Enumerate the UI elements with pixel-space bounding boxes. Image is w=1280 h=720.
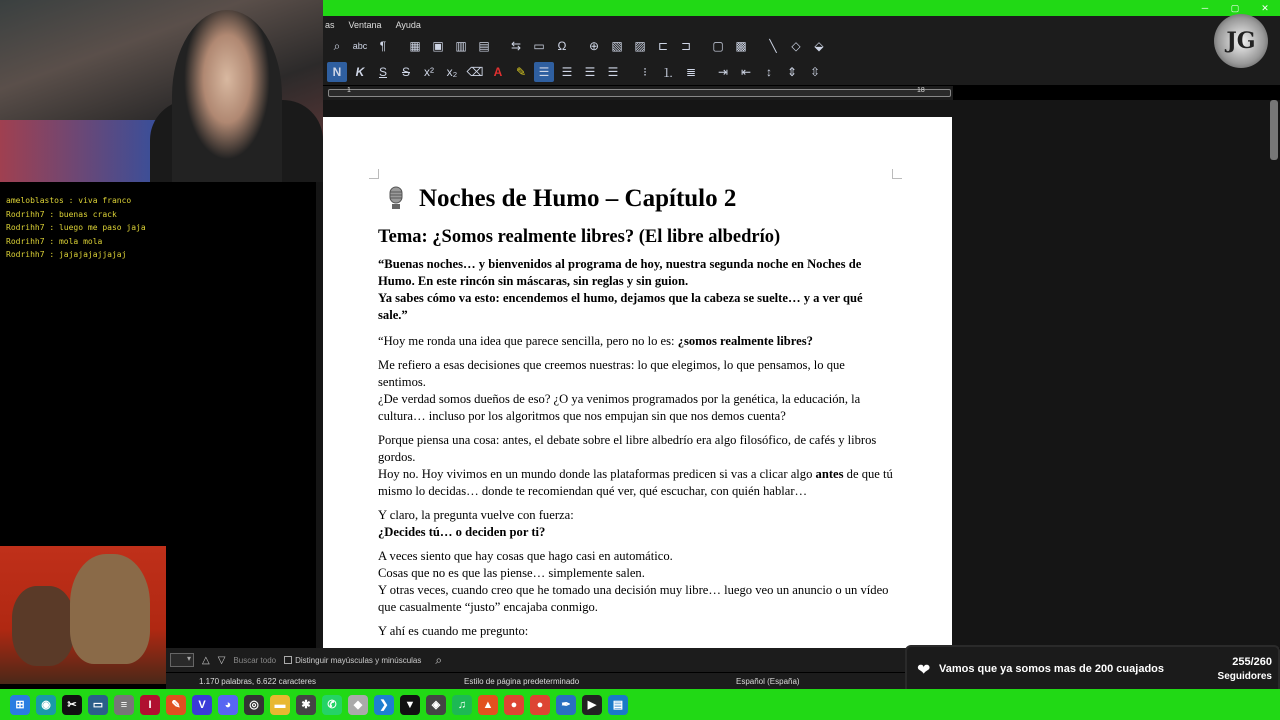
- chat-text: buenas crack: [58, 209, 117, 219]
- vivaldi-icon[interactable]: V: [192, 695, 212, 715]
- align-left-button[interactable]: ☰: [534, 62, 554, 82]
- paragraph-text: Me refiero a esas decisiones que creemos nuestras: lo que elegimos, lo que pensamos, lo que sentimos.: [378, 358, 845, 389]
- photo-person: [12, 586, 74, 666]
- insert-chart-icon[interactable]: ▥: [455, 39, 467, 53]
- comment-icon[interactable]: ▢: [712, 39, 724, 53]
- toolbar-separator: [754, 36, 760, 56]
- paragraph-text: ¿De verdad somos dueños de eso? ¿O ya venimos programados por la genética, la educación, la cultura… incluso por los algoritmos que nos empujan sin que nos demos cuenta?: [378, 392, 861, 423]
- follower-goal-label: Vamos que ya somos mas de 200 cuajados: [939, 663, 1164, 675]
- chrome2-icon[interactable]: ●: [530, 695, 550, 715]
- document-page[interactable]: [323, 117, 952, 648]
- numbered-list-icon[interactable]: ⒈: [661, 65, 674, 80]
- page-style[interactable]: Estilo de página predeterminado: [464, 677, 580, 686]
- edge-icon[interactable]: ◉: [36, 695, 56, 715]
- paragraph-text: Porque piensa una cosa: antes, el debate sobre el libre albedrío era algo filosófico, de cafés y libros gordos.: [378, 433, 877, 464]
- spotify-icon[interactable]: ♫: [452, 695, 472, 715]
- menu-item-ventana[interactable]: Ventana: [348, 19, 382, 30]
- document-subtitle: Tema: ¿Somos realmente libres? (El libre albedrío): [378, 227, 781, 247]
- webcam-desk: [0, 120, 170, 182]
- terminal-icon[interactable]: ▶: [582, 695, 602, 715]
- intro-line-2: Ya sabes cómo va esto: encendemos el humo, dejamos que la cabeza se suelte… y a ver qué sale.”: [378, 291, 863, 322]
- follower-count: 255/260: [1232, 656, 1272, 668]
- align-right-button[interactable]: ☰: [584, 65, 596, 79]
- italic-button[interactable]: K: [355, 65, 365, 79]
- webcam-person: [172, 10, 282, 182]
- track-changes-icon[interactable]: ▩: [735, 39, 747, 53]
- chat-message: Rodrihh7 : mola mola: [6, 236, 103, 246]
- microphone-icon: [385, 186, 407, 212]
- epic-icon[interactable]: ▼: [400, 695, 420, 715]
- chat-user: Rodrihh7: [6, 209, 45, 219]
- align-center-button[interactable]: ☰: [561, 65, 573, 79]
- vertical-scrollbar[interactable]: [1270, 100, 1278, 160]
- justify-button[interactable]: ☰: [607, 65, 619, 79]
- match-case-option[interactable]: [284, 656, 421, 665]
- find-replace-icon[interactable]: ⌕: [333, 38, 341, 53]
- formatting-toolbar: [323, 59, 1280, 85]
- close-icon[interactable]: ✕: [1261, 3, 1269, 13]
- language-status[interactable]: Español (España): [736, 677, 800, 686]
- whatsapp-icon[interactable]: ✆: [322, 695, 342, 715]
- notepad-icon[interactable]: ≡: [114, 695, 134, 715]
- hyperlink-icon[interactable]: ⊕: [588, 39, 600, 53]
- font-color-icon[interactable]: A: [493, 65, 503, 79]
- underline-button[interactable]: S: [378, 65, 387, 79]
- chat-overlay: [0, 190, 266, 548]
- photo-alien: [70, 554, 150, 664]
- text-box-icon[interactable]: ▤: [478, 39, 490, 53]
- formatting-marks-icon[interactable]: ¶: [379, 39, 387, 53]
- chat-text: mola mola: [58, 236, 103, 246]
- toolbar-separator: [626, 62, 632, 82]
- find-history-dropdown[interactable]: ▾: [170, 653, 194, 667]
- webcam-overlay: [0, 0, 323, 182]
- toolbar-separator: [575, 36, 581, 56]
- chat-text: luego me paso jaja: [58, 223, 146, 232]
- chat-user: Rodrihh7: [6, 223, 45, 232]
- menu-item-ayuda[interactable]: Ayuda: [395, 19, 421, 30]
- chat-user: Rodrihh7: [6, 250, 45, 259]
- find-replace-icon[interactable]: ⌕: [435, 652, 443, 667]
- decrease-indent-icon[interactable]: ⇤: [740, 65, 752, 79]
- highlight-color-icon[interactable]: ✎: [515, 65, 527, 79]
- chrome-icon[interactable]: ●: [504, 695, 524, 715]
- cross-reference-icon[interactable]: ⊐: [680, 39, 692, 53]
- bold-button[interactable]: N: [327, 62, 347, 82]
- standard-toolbar: [323, 33, 1280, 59]
- toolbar-separator: [497, 36, 503, 56]
- status-bar: [166, 673, 908, 689]
- line-icon[interactable]: ╲: [769, 39, 777, 53]
- ruler-track: [328, 89, 951, 97]
- spacing-icon[interactable]: ⇳: [809, 65, 821, 79]
- chat-message: Rodrihh7 : buenas crack: [6, 209, 117, 219]
- horizontal-ruler[interactable]: [323, 86, 953, 100]
- unity-icon[interactable]: ◈: [426, 695, 446, 715]
- obs-icon[interactable]: ◎: [244, 695, 264, 715]
- find-all-button[interactable]: Buscar todo: [233, 655, 277, 665]
- chat-message: ameloblastos : viva franco: [6, 196, 132, 205]
- toolbar-separator: [396, 36, 402, 56]
- paragraph-text: A veces siento que hay cosas que hago casi en automático.: [378, 549, 673, 563]
- match-case-checkbox[interactable]: [284, 656, 292, 664]
- footnote-icon[interactable]: ▧: [611, 39, 623, 53]
- paragraph: [378, 333, 893, 350]
- page-corner-mark: [892, 169, 902, 179]
- insert-image-icon[interactable]: ▣: [432, 39, 444, 53]
- find-previous-icon[interactable]: △: [202, 654, 210, 666]
- special-character-icon[interactable]: Ω: [557, 39, 567, 53]
- discord-icon[interactable]: ◕: [218, 695, 238, 715]
- insert-field-icon[interactable]: ▭: [533, 39, 545, 53]
- paragraph-text: Y ahí es cuando me pregunto:: [378, 624, 529, 638]
- insert-table-icon[interactable]: ▦: [409, 39, 421, 53]
- outline-list-icon[interactable]: ≣: [685, 65, 697, 79]
- shapes-icon[interactable]: ◇: [791, 39, 801, 53]
- chat-text: viva franco: [78, 196, 132, 205]
- et-photo-overlay: [0, 546, 166, 684]
- paragraph: [378, 623, 893, 640]
- paragraph: [378, 548, 893, 616]
- cube-icon[interactable]: ◆: [348, 695, 368, 715]
- windows-start-icon[interactable]: ⊞: [10, 695, 30, 715]
- superscript-button[interactable]: x²: [424, 65, 434, 79]
- endnote-icon[interactable]: ▨: [634, 39, 646, 53]
- paragraph-bold: antes: [815, 467, 844, 481]
- increase-indent-icon[interactable]: ⇥: [717, 65, 729, 79]
- paragraph: [378, 357, 893, 425]
- follower-sublabel: Seguidores: [1217, 671, 1272, 682]
- word-count[interactable]: 1.170 palabras, 6.622 caracteres: [199, 677, 316, 686]
- paragraph-bold: ¿Decides tú… o deciden por ti?: [378, 525, 546, 539]
- brush-icon[interactable]: ✎: [166, 695, 186, 715]
- taskbar: [0, 689, 1280, 720]
- vscode-icon[interactable]: ❯: [374, 695, 394, 715]
- find-toolbar: [166, 648, 908, 672]
- maximize-icon[interactable]: ▢: [1230, 3, 1240, 13]
- strikethrough-button[interactable]: S: [401, 65, 410, 79]
- draw-functions-icon[interactable]: ⬙: [814, 39, 824, 53]
- chat-user: Rodrihh7: [6, 236, 45, 246]
- document-body[interactable]: [378, 185, 893, 640]
- writer-icon[interactable]: ▤: [608, 695, 628, 715]
- intro-line-1: “Buenas noches… y bienvenidos al programa de hoy, nuestra segunda noche en Noches de Humo. En este rincón sin máscaras, sin reglas y sin guion.: [378, 257, 862, 288]
- paragraph: [378, 432, 893, 500]
- bullet-list-icon[interactable]: ⁝: [643, 65, 647, 79]
- paragraph: [378, 507, 893, 541]
- paragraph-text: “Hoy me ronda una idea que parece sencilla, pero no lo es:: [378, 334, 678, 348]
- chat-text: jajajajajjajaj: [58, 250, 127, 259]
- paragraph-text: Y otras veces, cuando creo que he tomado una decisión muy libre… luego veo un anuncio o un vídeo que casualmente “justo” encajaba conmigo.: [378, 583, 889, 614]
- davinci-icon[interactable]: ✱: [296, 695, 316, 715]
- capcut-icon[interactable]: ✂: [62, 695, 82, 715]
- brave-icon[interactable]: ▲: [478, 695, 498, 715]
- paragraph-bold: ¿somos realmente libres?: [677, 334, 813, 348]
- channel-logo: JG: [1214, 14, 1268, 68]
- intro-paragraph: [378, 256, 893, 324]
- toolbar-separator: [699, 36, 705, 56]
- subscript-button[interactable]: x₂: [446, 65, 458, 79]
- feather-icon[interactable]: ✒: [556, 695, 576, 715]
- toolbar-separator: [704, 62, 710, 82]
- menu-bar: [323, 16, 1280, 33]
- paragraph-spacing-icon[interactable]: ⇕: [786, 65, 798, 79]
- intellij-icon[interactable]: I: [140, 695, 160, 715]
- folder-icon[interactable]: ▬: [270, 695, 290, 715]
- paragraph-text: Cosas que no es que las piense… simplemente salen.: [378, 566, 645, 580]
- paragraph-text: Hoy no. Hoy vivimos en un mundo donde las plataformas predicen si vas a clicar algo: [378, 467, 816, 481]
- ruler-end-label: 18: [917, 87, 925, 94]
- line-spacing-icon[interactable]: ↕: [766, 65, 772, 79]
- chat-message: Rodrihh7 : luego me paso jaja: [6, 223, 146, 232]
- paragraph-text: Y claro, la pregunta vuelve con fuerza:: [378, 508, 574, 522]
- minimize-icon[interactable]: ─: [1201, 3, 1209, 13]
- match-case-label: Distinguir mayúsculas y minúsculas: [295, 655, 422, 665]
- spelling-icon[interactable]: abc: [352, 41, 368, 51]
- menu-item-herramientas[interactable]: as: [325, 19, 335, 30]
- document-title: Noches de Humo – Capítulo 2: [419, 185, 737, 212]
- ruler-start-label: 1: [347, 87, 351, 94]
- page-break-icon[interactable]: ⇆: [510, 39, 522, 53]
- page-corner-mark: [369, 169, 379, 179]
- paragraph-text: de que tú mismo lo decidas… donde te recomiendan qué ver, qué escuchar, con quién hablar…: [378, 467, 893, 498]
- clear-format-icon[interactable]: ⌫: [466, 65, 484, 79]
- bookmark-icon[interactable]: ⊏: [657, 39, 669, 53]
- find-next-icon[interactable]: ▽: [217, 654, 226, 666]
- chat-user: ameloblastos: [6, 196, 64, 205]
- title-row: [385, 185, 893, 213]
- heart-icon: ❤: [917, 662, 931, 679]
- display-icon[interactable]: ▭: [88, 695, 108, 715]
- chat-message: Rodrihh7 : jajajajajjajaj: [6, 250, 127, 259]
